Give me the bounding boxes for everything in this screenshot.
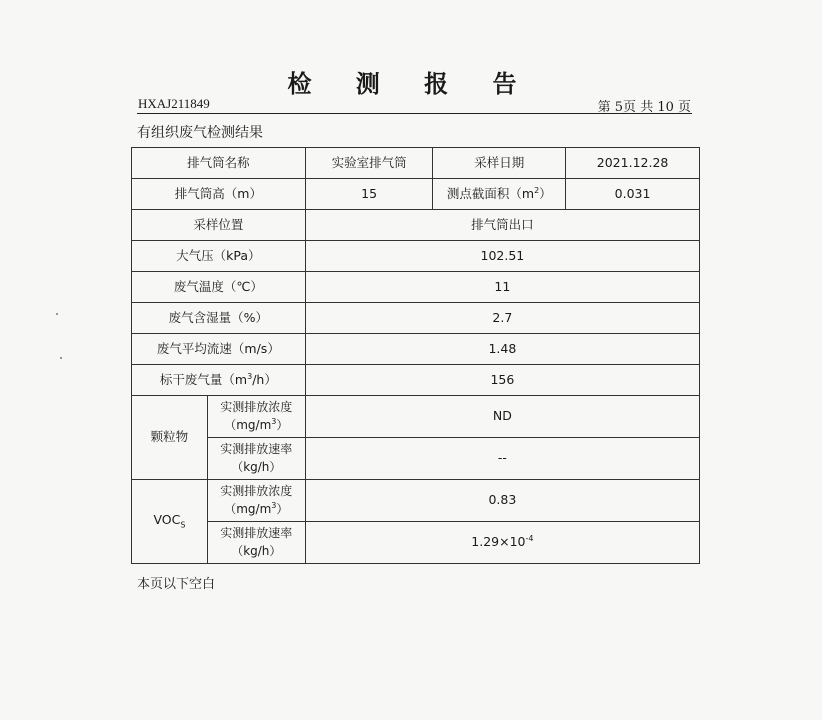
velocity-label: 废气平均流速（m/s） (132, 334, 306, 365)
temperature-value: 11 (305, 272, 699, 303)
table-row (132, 334, 700, 365)
table-row (132, 480, 700, 522)
section-title: 有组织废气检测结果 (137, 125, 263, 141)
table-row (132, 438, 700, 480)
particulate-name: 颗粒物 (132, 396, 208, 480)
particulate-conc-value: ND (305, 396, 699, 438)
table-row (132, 522, 700, 564)
table-row (132, 272, 700, 303)
table-row (132, 148, 700, 179)
moisture-label: 废气含湿量（%） (132, 303, 306, 334)
vocs-rate-label: 实测排放速率 （kg/h） (207, 522, 305, 564)
vocs-conc-label: 实测排放浓度 $(mg/m^3)$ (207, 480, 305, 522)
report-number: HXAJ211849 (138, 96, 210, 111)
sampling-date-label: 采样日期 (433, 148, 566, 179)
velocity-value: 1.48 (305, 334, 699, 365)
pressure-value: 102.51 (305, 241, 699, 272)
sampling-location-label: 采样位置 (132, 210, 306, 241)
temperature-label: 废气温度（℃） (132, 272, 306, 303)
table-row (132, 396, 700, 438)
table-row (132, 210, 700, 241)
stack-height-label: 排气筒高（m） (132, 179, 306, 210)
report-title: 检 测 报 告 (287, 70, 535, 98)
page-indicator: 第 5页 共 10 页 (597, 100, 691, 115)
header-divider (137, 113, 692, 114)
table-row (132, 179, 700, 210)
flow-value: 156 (305, 365, 699, 396)
particulate-rate-label: 实测排放速率 （kg/h） (207, 438, 305, 480)
particulate-conc-label: 实测排放浓度 $(mg/m^3)$ (207, 396, 305, 438)
emission-results-table (131, 147, 700, 564)
stack-height-value: 15 (305, 179, 433, 210)
section-area-value: 0.031 (566, 179, 700, 210)
scan-speck (56, 313, 58, 315)
vocs-rate-value: $1.29\times 10^{-4}$ (305, 522, 699, 564)
table-row (132, 303, 700, 334)
vocs-conc-value: 0.83 (305, 480, 699, 522)
moisture-value: 2.7 (305, 303, 699, 334)
scan-speck (60, 357, 62, 359)
table-row (132, 241, 700, 272)
flow-label: 标干废气量$(m^3/h)$ (132, 365, 306, 396)
vocs-name: $VOC_S$ (132, 480, 208, 564)
sampling-date-value: 2021.12.28 (566, 148, 700, 179)
particulate-rate-value: -- (305, 438, 699, 480)
blank-below-note: 本页以下空白 (137, 577, 216, 592)
stack-name-label: 排气筒名称 (132, 148, 306, 179)
table-row (132, 365, 700, 396)
stack-name-value: 实验室排气筒 (305, 148, 433, 179)
section-area-label: 测点截面积$(m^2)$ (433, 179, 566, 210)
pressure-label: 大气压（kPa） (132, 241, 306, 272)
sampling-location-value: 排气筒出口 (305, 210, 699, 241)
